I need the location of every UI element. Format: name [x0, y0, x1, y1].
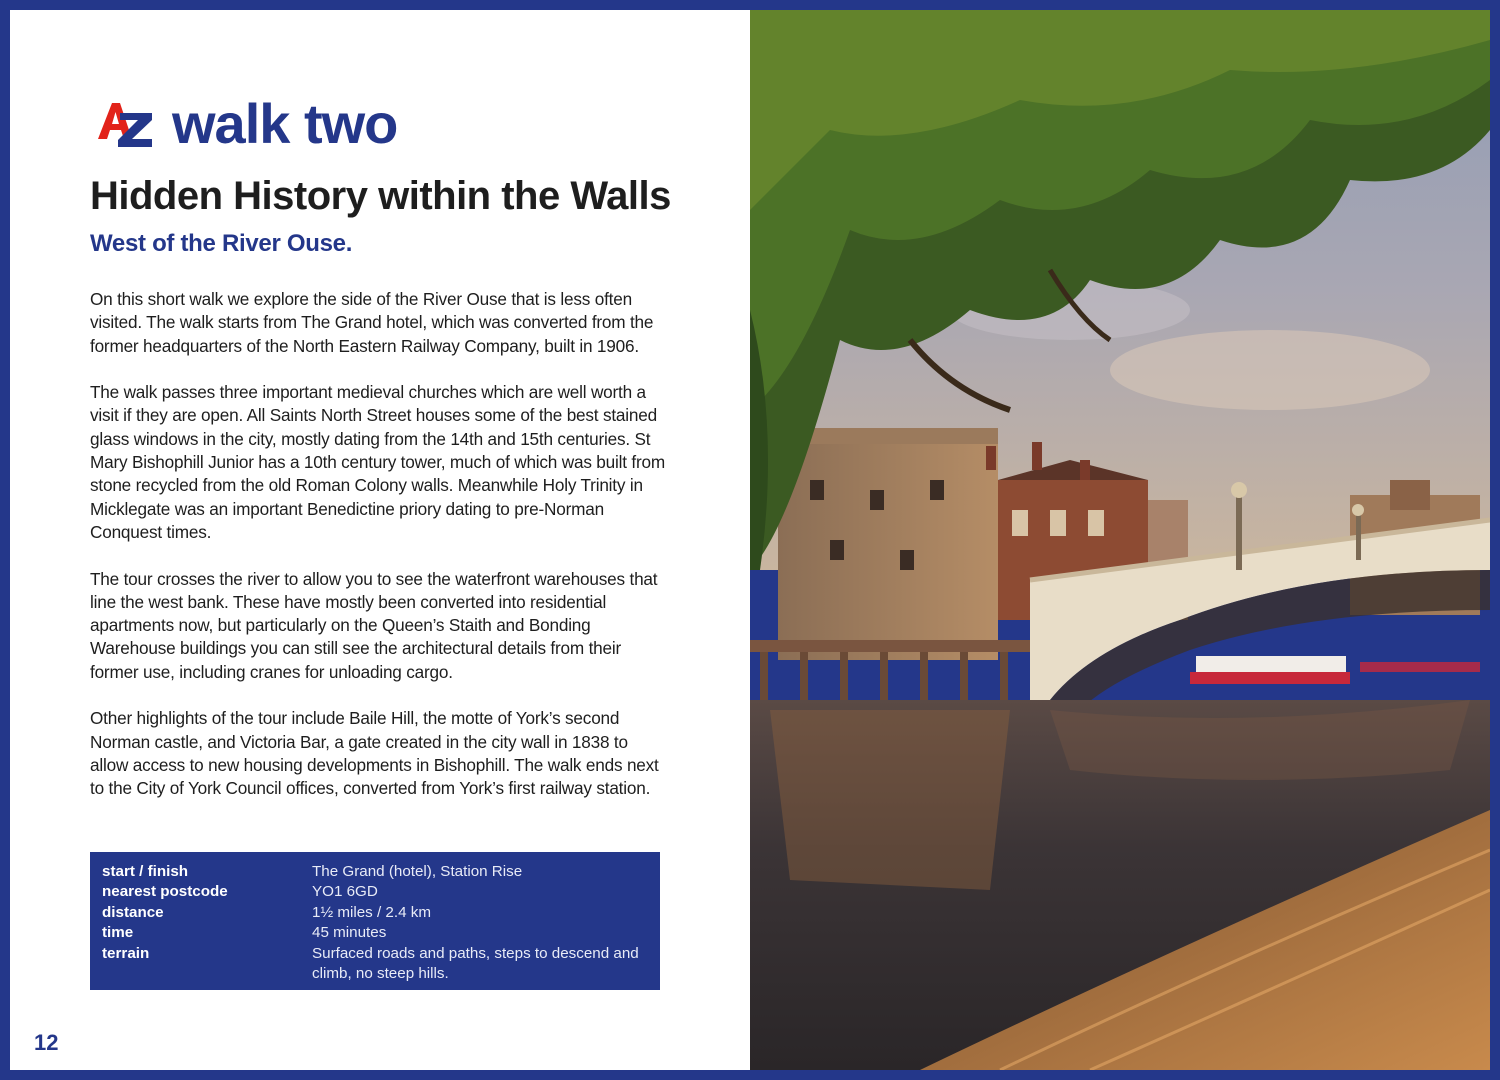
page-subtitle: West of the River Ouse.	[90, 230, 353, 257]
info-row-postcode	[102, 882, 648, 902]
info-row-start	[102, 862, 648, 882]
body-text	[90, 288, 670, 824]
info-row-distance	[102, 903, 648, 923]
info-value: Surfaced roads and paths, steps to descend and climb, no steep hills.	[312, 944, 639, 983]
info-value: 45 minutes	[312, 924, 387, 942]
paragraph: Other highlights of the tour include Baile Hill, the motte of York’s second Norman castle, and Victoria Bar, a gate created in the city wall in 1838 to allow access to new housing developments in Bishophill. The walk ends next to the City of York Council offices, converted from York’s first railway station.	[90, 708, 659, 799]
info-value: 1½ miles / 2.4 km	[312, 903, 432, 921]
walk-header	[94, 88, 397, 158]
info-label: terrain	[102, 944, 150, 962]
page-title: Hidden History within the Walls	[90, 174, 671, 218]
page-number: 12	[34, 1030, 59, 1055]
walk-info-box	[90, 852, 660, 990]
paragraph: The walk passes three important medieval churches which are well worth a visit if they are open. All Saints North Street houses some of the best stained glass windows in the city, mostly dating from the 14th and 15th centuries. St Mary Bishophill Junior has a 10th century tower, much of which was built from stone recycled from the old Roman Colony walls. Meanwhile Holy Trinity in Micklegate was an important Benedictine priory dating to pre-Norman Conquest times.	[90, 382, 665, 542]
info-label: time	[102, 924, 134, 942]
river-scene-image	[750, 10, 1490, 1070]
paragraph: On this short walk we explore the side of the River Ouse that is less often visited. The walk starts from The Grand hotel, which was converted from the former headquarters of the North Eastern Railway Company, built in 1906.	[90, 289, 654, 356]
info-label: distance	[102, 903, 164, 921]
walk-label: walk two	[172, 91, 398, 155]
info-value: YO1 6GD	[312, 883, 378, 901]
info-label: nearest postcode	[102, 883, 228, 901]
left-page	[10, 10, 750, 1070]
az-logo-icon	[94, 95, 156, 151]
info-value: The Grand (hotel), Station Rise	[312, 863, 523, 880]
info-row-terrain	[102, 944, 648, 985]
info-row-time	[102, 923, 648, 943]
info-label: start / finish	[102, 863, 189, 880]
paragraph: The tour crosses the river to allow you to see the waterfront warehouses that line the west bank. These have mostly been converted into residential apartments now, but particularly on the Queen’s Staith and Bonding Warehouse buildings you can still see the architectural details from their former use, including cranes for unloading cargo.	[90, 568, 658, 682]
river-bridge-photo	[750, 10, 1490, 1070]
